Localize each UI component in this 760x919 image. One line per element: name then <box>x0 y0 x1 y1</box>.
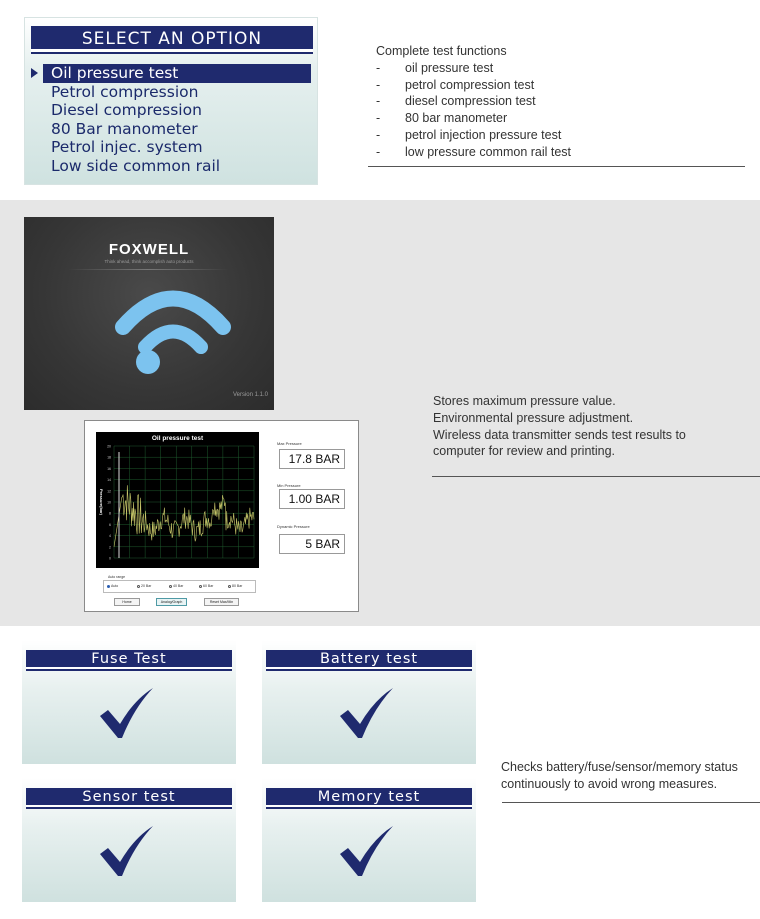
menu-item-label: Low side common rail <box>51 156 221 175</box>
battery-test-card <box>262 640 476 764</box>
feature-item: - petrol injection pressure test <box>376 127 562 142</box>
divider-line <box>368 166 745 167</box>
card-title: Fuse Test <box>26 650 232 669</box>
radio-dot <box>137 585 140 588</box>
splash-version: Version 1.1.0 <box>232 392 268 398</box>
feature-item: - oil pressure test <box>376 60 494 75</box>
radio-dot <box>199 585 202 588</box>
dynamic-pressure-label: Dynamic Pressure <box>277 524 310 529</box>
y-tick-label: 20 <box>107 444 111 449</box>
y-tick-label: 12 <box>107 489 111 494</box>
menu-item-label: Petrol injec. system <box>51 138 203 156</box>
menu-item-oil-pressure[interactable] <box>43 64 311 83</box>
features-list <box>376 60 571 161</box>
feature-line: Stores maximum pressure value. <box>433 394 616 408</box>
card-title: Battery test <box>266 650 472 669</box>
menu-item-diesel-compression[interactable] <box>31 101 313 120</box>
radio-dot <box>107 585 110 588</box>
fuse-test-card <box>22 640 236 764</box>
y-tick-label: 2 <box>109 545 111 550</box>
menu-item-label: 80 Bar manometer <box>51 119 198 138</box>
y-tick-label: 16 <box>107 466 111 471</box>
status-check-text <box>501 759 751 793</box>
test-functions-text <box>376 43 571 161</box>
reset-max-min-button[interactable]: Reset Max/Min <box>204 598 239 606</box>
wifi-icon <box>24 217 274 410</box>
y-tick-label: 18 <box>107 455 111 460</box>
analog-graph-button[interactable]: Analog/Graph <box>156 598 187 606</box>
checkmark-icon <box>338 824 396 878</box>
chart-title: Oil pressure test <box>151 435 204 442</box>
y-tick-label: 10 <box>107 500 111 505</box>
feature-item: - 80 bar manometer <box>376 111 508 126</box>
card-title: Memory test <box>266 788 472 807</box>
feature-item: - low pressure common rail test <box>376 144 572 159</box>
feature-item: - diesel compression test <box>376 94 536 109</box>
dynamic-pressure-value: 5 BAR <box>279 534 345 554</box>
range-radio-40bar[interactable]: 40 Bar <box>169 584 183 588</box>
menu-item-label: Petrol compression <box>51 82 199 101</box>
foxwell-splash-screen <box>24 217 274 410</box>
menu-item-petrol-injection[interactable] <box>31 138 313 157</box>
min-pressure-label: Min Pressure <box>277 483 301 488</box>
feature-line: continuously to avoid wrong measures. <box>501 776 718 791</box>
menu-item-label: Oil pressure test <box>51 64 179 82</box>
feature-item: - petrol compression test <box>376 77 535 92</box>
splash-tagline: Think ahead, think accomplish auto products <box>104 259 194 264</box>
divider-line <box>502 802 760 803</box>
range-radio-80bar[interactable]: 80 Bar <box>228 584 242 588</box>
foxwell-logo: FOXWELL <box>108 241 190 258</box>
card-title: Sensor test <box>26 788 232 807</box>
range-title: Auto range <box>108 575 126 579</box>
y-tick-label: 4 <box>109 534 111 539</box>
divider-line <box>432 476 760 477</box>
sensor-test-card <box>22 778 236 902</box>
menu-item-80-bar-manometer[interactable] <box>31 120 313 139</box>
max-pressure-value: 17.8 BAR <box>279 449 345 469</box>
checkmark-icon <box>98 686 156 740</box>
feature-line: Environmental pressure adjustment. <box>433 410 634 425</box>
range-radio-auto[interactable]: Auto <box>107 584 118 588</box>
menu-title: SELECT AN OPTION <box>31 26 313 52</box>
features-heading: Complete test functions <box>376 44 507 58</box>
pressure-chart-plot <box>96 432 259 568</box>
memory-test-card <box>262 778 476 902</box>
oil-pressure-app-window <box>84 420 359 612</box>
option-menu-screen <box>24 17 318 185</box>
menu-item-label: Diesel compression <box>51 101 202 119</box>
option-menu-list <box>31 64 313 175</box>
menu-item-low-side-common-rail[interactable] <box>31 157 313 176</box>
y-tick-label: 8 <box>109 511 111 516</box>
y-tick-label: 14 <box>107 478 111 483</box>
checkmark-icon <box>338 686 396 740</box>
menu-item-petrol-compression[interactable] <box>31 83 313 102</box>
feature-line: Wireless data transmitter sends test results to <box>433 427 686 442</box>
wireless-features-text <box>433 393 733 460</box>
y-axis-label: Pressure(bar) <box>99 488 104 516</box>
min-pressure-value: 1.00 BAR <box>279 489 345 509</box>
radio-dot <box>228 585 231 588</box>
feature-line: computer for review and printing. <box>433 444 616 459</box>
selection-arrow-icon <box>31 68 38 78</box>
home-button[interactable]: Home <box>114 598 140 606</box>
radio-dot <box>169 585 172 588</box>
range-radio-20bar[interactable]: 20 Bar <box>137 584 151 588</box>
range-radio-60bar[interactable]: 60 Bar <box>199 584 213 588</box>
max-pressure-label: Max Pressure <box>277 441 302 446</box>
y-tick-label: 6 <box>109 522 111 527</box>
pressure-chart <box>96 432 259 568</box>
pressure-trace <box>114 485 254 547</box>
y-tick-label: 0 <box>109 556 111 561</box>
feature-line: Checks battery/fuse/sensor/memory status <box>501 760 738 774</box>
checkmark-icon <box>98 824 156 878</box>
